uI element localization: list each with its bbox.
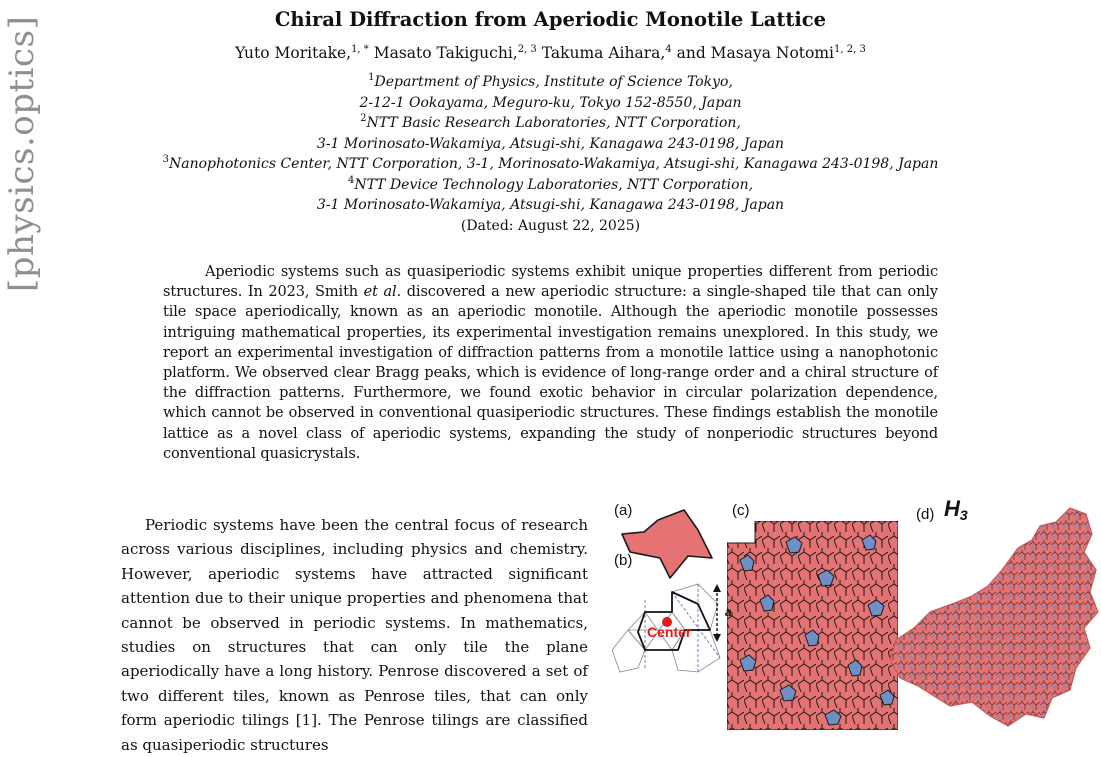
affiliation-line: $^3$Nanophotonics Center, NTT Corporation, 3-1, Morinosato-Wakamiya, Atsugi-shi, Kanagawa 243-0198, Japan	[162, 154, 939, 172]
panel-label-a: (a)	[614, 502, 633, 519]
affiliation-line: $^2$NTT Basic Research Laboratories, NTT Corporation,	[360, 113, 741, 131]
author-name: Masato Takiguchi,	[368, 44, 518, 62]
affiliation-line: $^4$NTT Device Technology Laboratories, NTT Corporation,	[347, 174, 754, 193]
arxiv-category: [physics.optics]	[2, 15, 42, 292]
affiliation-line: $^1$Department of Physics, Institute of Science Tokyo,	[368, 72, 733, 90]
affiliation-line: 3-1 Morinosato-Wakamiya, Atsugi-shi, Kanagawa 243-0198, Japan	[316, 135, 785, 152]
author-affiliation-mark: 4	[665, 44, 672, 55]
hat-symbol: $H_3$	[944, 496, 968, 523]
date-line: (Dated: August 22, 2025)	[460, 217, 641, 234]
panel-label-b: (b)	[614, 552, 633, 569]
author-name: Takuma Aihara,	[536, 44, 666, 62]
hat-outline	[638, 592, 710, 650]
abstract: Aperiodic systems such as quasiperiodic systems exhibit unique properties different from periodic structures. In 2023, Smith et al. discovered a new aperiodic structure: a single-shaped tile that can only tile space aperiodically, known as an aperiodic monotile. Although the aperiodic monotile possesses intriguing mathematical properties, its experimental investigation remains unexplored. In this study, we report an experimental investigation of diffraction patterns from a monotile lattice using a nanophotonic platform. We observed clear Bragg peaks, which is evidence of long-range order and a chiral structure of the diffraction patterns. Furthermore, we found exotic behavior in circular polarization dependence, which cannot be observed in conventional quasiperiodic structures. These findings establish the monotile lattice as a novel class of aperiodic systems, expanding the study of nonperiodic structures beyond conventional quasicrystals.	[163, 264, 939, 462]
panel-label-c: (c)	[732, 502, 750, 519]
author-name: Yuto Moritake,	[235, 44, 352, 62]
figure-1	[600, 496, 1101, 738]
paper-title: Chiral Diffraction from Aperiodic Monotile Lattice	[274, 8, 827, 31]
author-list	[0, 44, 1101, 62]
monotile-shape	[622, 510, 712, 578]
affiliation-list	[0, 72, 1101, 236]
figure-graphics	[600, 500, 1101, 738]
monotile-lattice	[727, 521, 898, 730]
affiliation-line: 2-12-1 Ookayama, Meguro-ku, Tokyo 152-8550, Japan	[359, 94, 742, 111]
lattice-vector-label: a	[725, 605, 732, 619]
center-label: Center	[647, 624, 692, 640]
author-affiliation-mark: 1, 2, 3	[834, 44, 866, 55]
author-name: and Masaya Notomi	[671, 44, 835, 62]
body-paragraph: Periodic systems have been the central focus of research across various disciplines, including physics and chemistry. However, aperiodic systems have attracted significant attention due to their unique properties and phenomena that cannot be observed in periodic systems. In mathematics, studies on structures that can only tile the plane aperiodically have a long history. Penrose discovered a set of two different tiles, known as Penrose tiles, that can only form aperiodic tilings [1]. The Penrose tilings are classified as quasiperiodic structures	[121, 516, 588, 754]
h3-supertile	[890, 508, 1098, 726]
affiliation-line: 3-1 Morinosato-Wakamiya, Atsugi-shi, Kanagawa 243-0198, Japan	[316, 197, 785, 213]
panel-label-d: (d)	[916, 506, 935, 523]
author-affiliation-mark: 2, 3	[517, 44, 537, 55]
author-affiliation-mark: 1, *	[351, 44, 369, 55]
